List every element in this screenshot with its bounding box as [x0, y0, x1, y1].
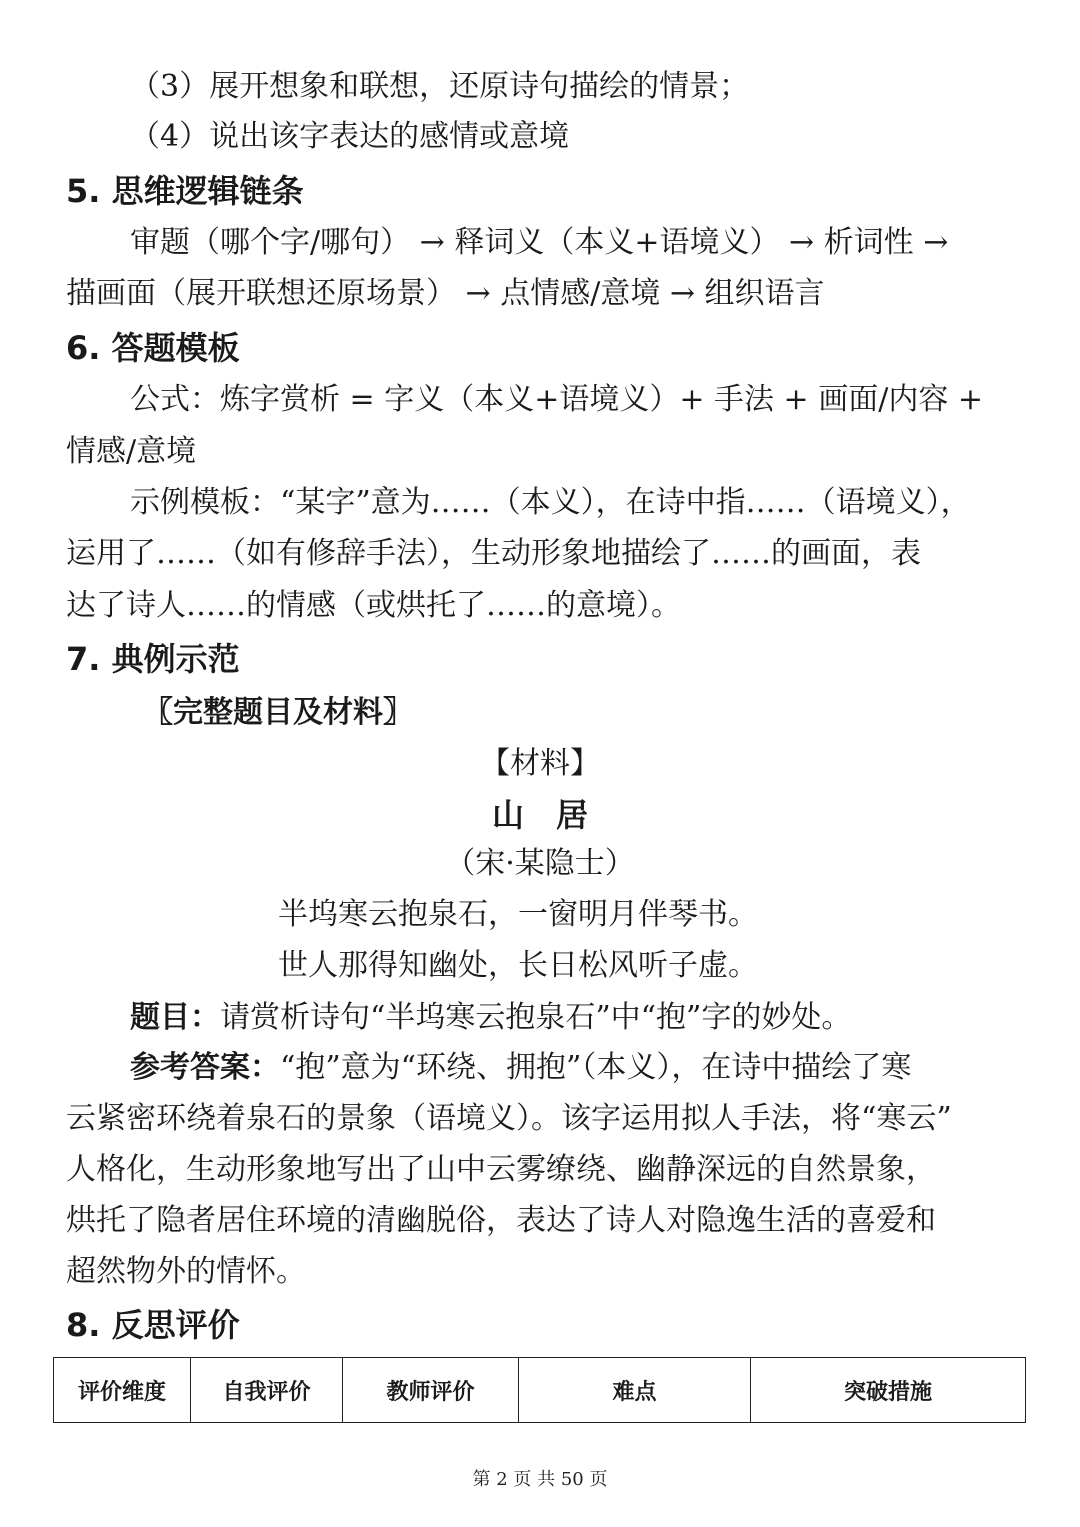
question-text: 请赏析诗句“半坞寒云抱泉石”中“抱”字的妙处。: [220, 1000, 852, 1035]
material-label: 【材料】: [480, 746, 600, 781]
template-line: 示例模板：“某字”意为……（本义），在诗中指……（语境义），: [130, 485, 971, 520]
template-line: 运用了……（如有修辞手法），生动形象地描绘了……的画面，表: [66, 536, 921, 571]
table-header-row: [54, 1358, 1026, 1423]
section-heading-8: 8. 反思评价: [66, 1306, 240, 1344]
table-header-cell: 自我评价: [191, 1358, 343, 1423]
table-header-cell: 突破措施: [751, 1358, 1026, 1423]
evaluation-table: [53, 1357, 1026, 1423]
poem-line: 半坞寒云抱泉石，一窗明月伴琴书。: [278, 897, 758, 932]
poem-line: 世人那得知幽处，长日松风听子虚。: [278, 948, 758, 983]
answer-text: “抱”意为“环绕、拥抱”（本义），在诗中描绘了寒: [280, 1050, 912, 1085]
answer-line: 超然物外的情怀。: [66, 1254, 306, 1289]
answer-label: 参考答案：: [130, 1050, 280, 1085]
subheading: 〖完整题目及材料〗: [143, 695, 413, 730]
table-header-cell: 评价维度: [54, 1358, 191, 1423]
template-line: 达了诗人……的情感（或烘托了……的意境）。: [66, 588, 681, 623]
formula-line: 公式：炼字赏析 = 字义（本义+语境义）+ 手法 + 画面/内容 +: [130, 382, 984, 417]
question-label: 题目：: [130, 1000, 220, 1035]
table-header-cell: 教师评价: [343, 1358, 519, 1423]
answer-line: 烘托了隐者居住环境的清幽脱俗，表达了诗人对隐逸生活的喜爱和: [66, 1203, 936, 1238]
answer-line: 云紧密环绕着泉石的景象（语境义）。该字运用拟人手法，将“寒云”: [66, 1101, 952, 1136]
answer-line: 人格化，生动形象地写出了山中云雾缭绕、幽静深远的自然景象，: [66, 1152, 936, 1187]
section-heading-7: 7. 典例示范: [66, 640, 240, 678]
section-heading-6: 6. 答题模板: [66, 329, 240, 367]
answer-line: [130, 1043, 1016, 1093]
text-line: 描画面（展开联想还原场景） → 点情感/意境 → 组织语言: [66, 276, 825, 311]
text-line: （4）说出该字表达的感情或意境: [130, 119, 570, 154]
section-heading-5: 5. 思维逻辑链条: [66, 172, 304, 210]
text-line: 审题（哪个字/哪句） → 释词义（本义+语境义） → 析词性 →: [130, 225, 949, 260]
poem-title: 山 居: [491, 796, 588, 834]
table-header-cell: 难点: [519, 1358, 751, 1423]
poem-author: （宋·某隐士）: [445, 846, 635, 881]
formula-line: 情感/意境: [66, 434, 197, 469]
question-line: [130, 993, 1016, 1043]
text-line: （3）展开想象和联想，还原诗句描绘的情景；: [130, 69, 750, 104]
page-footer: 第 2 页 共 50 页: [472, 1469, 608, 1490]
